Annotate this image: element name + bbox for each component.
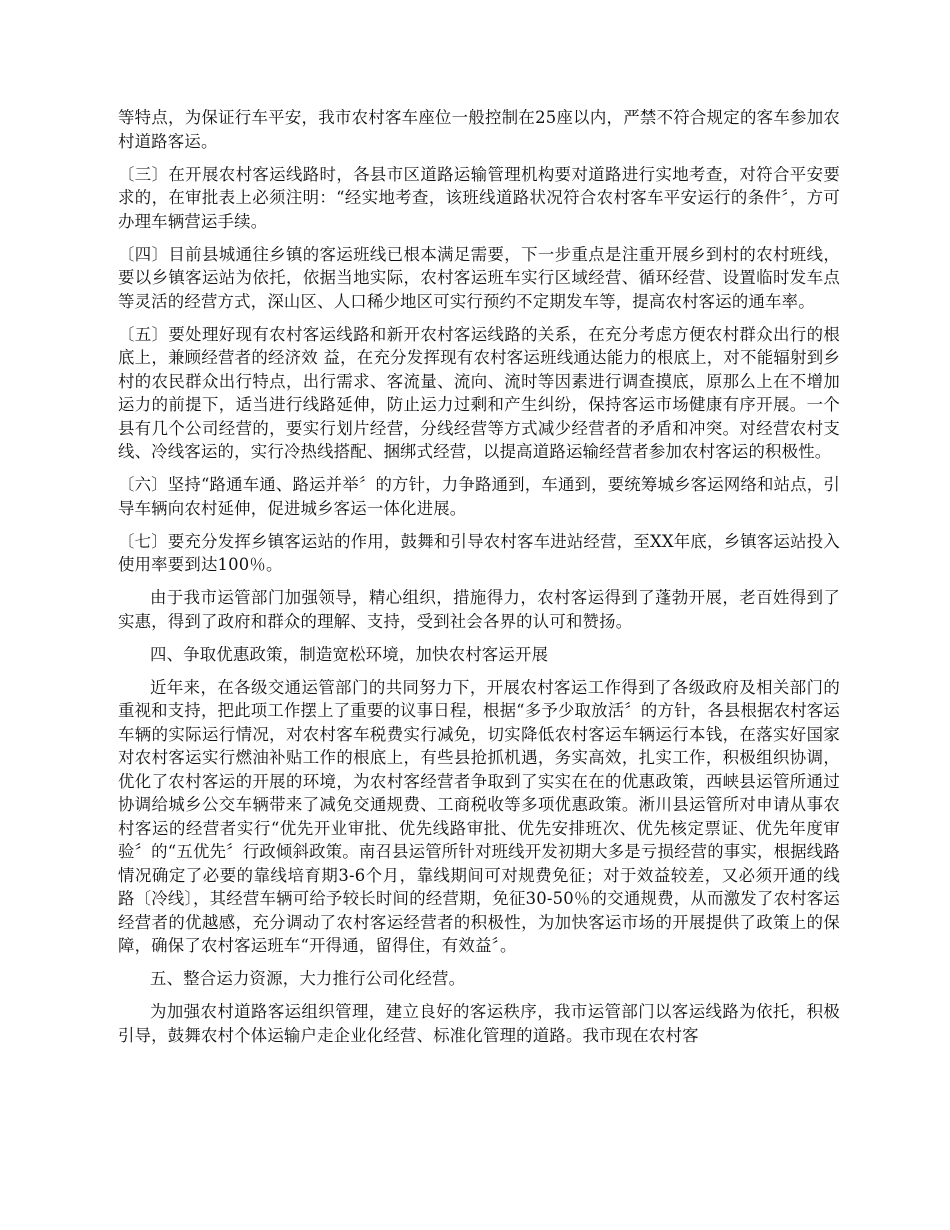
paragraph-item-7: 〔七〕要充分发挥乡镇客运站的作用，鼓舞和引导农村客车进站经营，至XX年底，乡镇客运站投入使用率要到达100％。 bbox=[118, 531, 840, 574]
paragraph-item-3: 〔三〕在开展农村客运线路时，各县市区道路运输管理机构要对道路进行实地考查，对符合平安要求的，在审批表上必须注明：“经实地考查，该班线道路状况符合农村客车平安运行的条件〞，方可办理车辆营运手续。 bbox=[118, 164, 840, 231]
paragraph-item-6: 〔六〕坚持“路通车通、路运并举〞的方针，力争路通到，车通到，要统筹城乡客运网络和站点，引导车辆向农村延伸，促进城乡客运一体化进展。 bbox=[118, 475, 840, 518]
paragraph-item-5: 〔五〕要处理好现有农村客运线路和新开农村客运线路的关系，在充分考虑方便农村群众出行的根底上，兼顾经营者的经济效 益，在充分发挥现有农村客运班线通达能力的根底上，对不能辐射到乡村的农民群众出行特点，出行需求、客流量、流向、流时等因素进行调查摸底，原那么上在不增加运力的前提下，适当进行线路延伸，防止运力过剩和产生纠纷，保持客运市场健康有序开展。一个县有几个公司经营的，要实行划片经营，分线经营等方式减少经营者的矛盾和冲突。对经营农村支线、冷线客运的，实行冷热线搭配、捆绑式经营，以提高道路运输经营者参加农村客运的积极性。 bbox=[118, 324, 840, 461]
paragraph-results: 由于我市运管部门加强领导，精心组织，措施得力，农村客运得到了蓬勃开展，老百姓得到了实惠，得到了政府和群众的理解、支持，受到社会各界的认可和赞扬。 bbox=[118, 588, 840, 631]
paragraph-item-4: 〔四〕目前县城通往乡镇的客运班线已根本满足需要，下一步重点是注重开展乡到村的农村班线，要以乡镇客运站为依托，依据当地实际，农村客运班车实行区域经营、循环经营、设置临时发车点等灵活的经营方式，深山区、人口稀少地区可实行预约不定期发车等，提高农村客运的通车率。 bbox=[118, 244, 840, 311]
paragraph-corporate-management: 为加强农村道路客运组织管理，建立良好的客运秩序，我市运管部门以客运线路为依托，积极引导，鼓舞农村个体运输户走企业化经营、标准化管理的道路。我市现在农村客 bbox=[118, 1002, 840, 1045]
document-page bbox=[118, 106, 840, 1057]
paragraph-preferential-policies: 近年来，在各级交通运管部门的共同努力下，开展农村客运工作得到了各级政府及相关部门的重视和支持，把此项工作摆上了重要的议事日程，根据“多予少取放活〞的方针，各县根据农村客运车辆的实际运行情况，对农村客车税费实行减免，切实降低农村客运车辆运行本钱，在落实好国家对农村客运实行燃油补贴工作的根底上，有些县抢抓机遇，务实高效，扎实工作，积极组织协调，优化了农村客运的开展的环境，为农村客经营者争取到了实实在在的优惠政策，西峡县运管所通过协调给城乡公交车辆带来了减免交通规费、工商税收等多项优惠政策。淅川县运管所对申请从事农村客运的经营者实行“优先开业审批、优先线路审批、优先安排班次、优先核定票证、优先年度审验〞的“五优先〞行政倾斜政策。南召县运管所针对班线开发初期大多是亏损经营的事实，根据线路情况确定了必要的靠线培育期3-6个月，靠线期间可对规费免征；对于效益较差，又必须开通的线路〔冷线〕，其经营车辆可给予较长时间的经营期，免征30-50％的交通规费，从而激发了农村客运经营者的优越感，充分调动了农村客运经营者的积极性，为加快客运市场的开展提供了政策上的保障，确保了农村客运班车“开得通，留得住，有效益〞。 bbox=[118, 677, 840, 955]
paragraph-vehicle-seats: 等特点，为保证行车平安，我市农村客车座位一般控制在25座以内，严禁不符合规定的客车参加农村道路客运。 bbox=[118, 108, 840, 151]
section-heading-5: 五、整合运力资源，大力推行公司化经营。 bbox=[150, 969, 466, 988]
section-heading-4: 四、争取优惠政策，制造宽松环境，加快农村客运开展 bbox=[150, 644, 549, 664]
